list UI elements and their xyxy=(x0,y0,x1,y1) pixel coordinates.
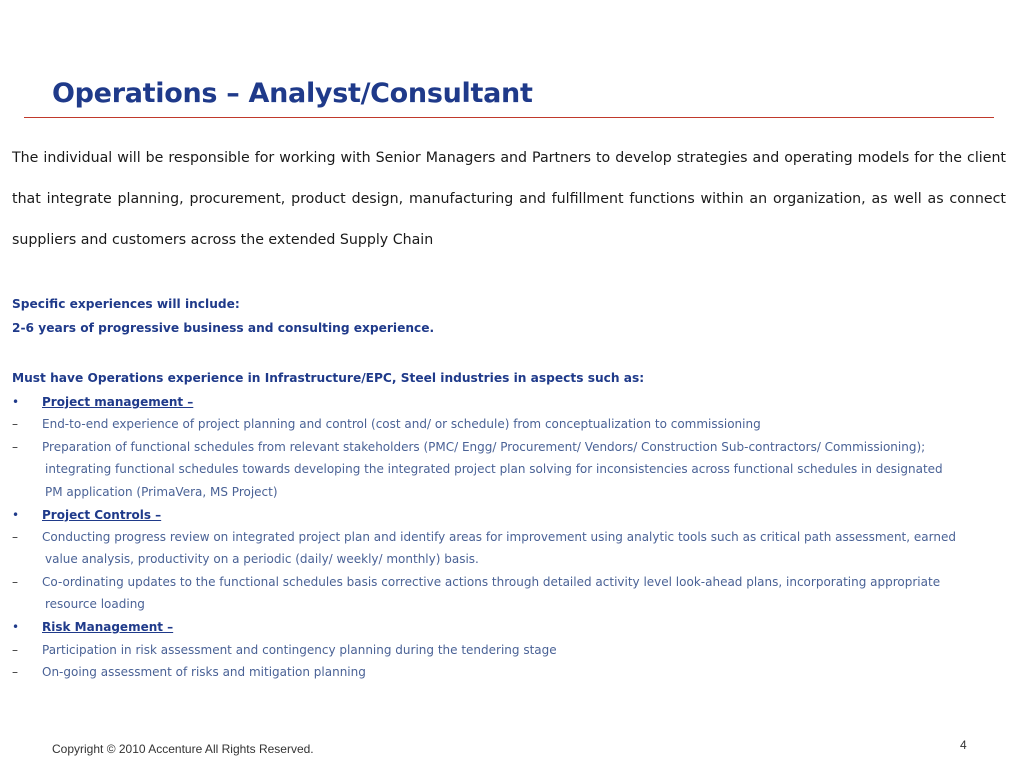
list-item-text: resource loading xyxy=(45,597,145,611)
experience-requirement: 2-6 years of progressive business and consulting experience. xyxy=(12,321,435,335)
copyright-footer: Copyright © 2010 Accenture All Rights Reserved. xyxy=(52,742,314,756)
must-have-heading: Must have Operations experience in Infrastructure/EPC, Steel industries in aspects such as: xyxy=(12,371,645,385)
slide-title: Operations – Analyst/Consultant xyxy=(52,78,533,109)
list-item-text: integrating functional schedules towards developing the integrated project plan solving for inconsistencies across functional schedules in designated xyxy=(45,462,943,476)
dash-icon: – xyxy=(12,530,18,544)
list-item-text: Participation in risk assessment and contingency planning during the tendering stage xyxy=(42,643,557,657)
specific-experiences-heading: Specific experiences will include: xyxy=(12,297,240,311)
intro-paragraph: The individual will be responsible for working with Senior Managers and Partners to develop strategies and operating models for the client that integrate planning, procurement, product design, manufacturing and fulfillment functions within an organization, as well as connect suppliers and customers across the extended Supply Chain xyxy=(12,150,1006,248)
title-divider xyxy=(24,117,994,118)
dash-icon: – xyxy=(12,575,18,589)
project-controls-heading: Project Controls – xyxy=(42,508,162,522)
bullet-icon: • xyxy=(12,508,20,522)
list-item-text: value analysis, productivity on a periodic (daily/ weekly/ monthly) basis. xyxy=(45,552,479,566)
list-item-text: On-going assessment of risks and mitigation planning xyxy=(42,665,366,679)
page-number: 4 xyxy=(960,738,967,752)
dash-icon: – xyxy=(12,440,18,454)
dash-icon: – xyxy=(12,643,18,657)
bullet-icon: • xyxy=(12,620,20,634)
list-item-text: Preparation of functional schedules from relevant stakeholders (PMC/ Engg/ Procurement/ Vendors/ Construction Sub-contractors/ Commissioning); xyxy=(42,440,926,454)
dash-icon: – xyxy=(12,665,18,679)
dash-icon: – xyxy=(12,417,18,431)
project-management-heading: Project management – xyxy=(42,395,194,409)
risk-management-heading: Risk Management – xyxy=(42,620,174,634)
list-item-text: End-to-end experience of project planning and control (cost and/ or schedule) from conceptualization to commissioning xyxy=(42,417,761,431)
list-item-text: Co-ordinating updates to the functional schedules basis corrective actions through detailed activity level look-ahead plans, incorporating appropriate xyxy=(42,575,941,589)
bullet-icon: • xyxy=(12,395,20,409)
list-item-text: PM application (PrimaVera, MS Project) xyxy=(45,485,278,499)
list-item-text: Conducting progress review on integrated project plan and identify areas for improvement using analytic tools such as critical path assessment, earned xyxy=(42,530,956,544)
